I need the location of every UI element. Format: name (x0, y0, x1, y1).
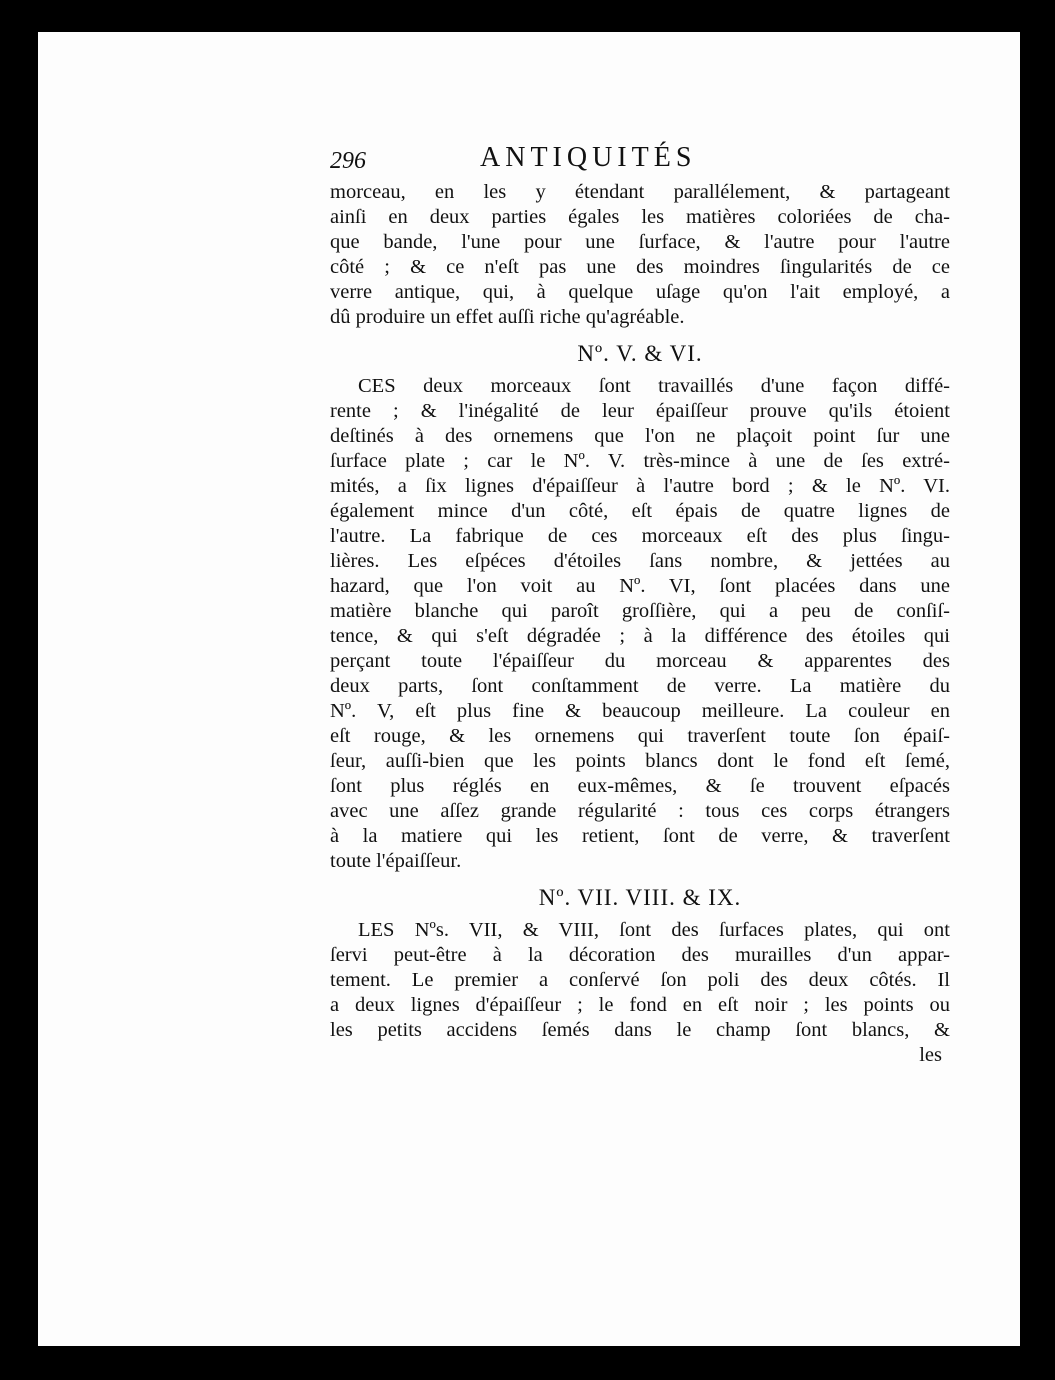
text-line: morceau, en les y étendant parallélement, & partageant (330, 181, 950, 203)
text-line: à la matiere qui les retient, ſont de verre, & traverſent (330, 825, 950, 847)
section-heading: Nº. V. & VI. (577, 341, 703, 366)
text-line: mités, a ſix lignes d'épaiſſeur à l'autre bord ; & le Nº. VI. (330, 475, 950, 497)
text-line: tement. Le premier a conſervé ſon poli des deux côtés. Il (330, 969, 950, 991)
text-line: matière blanche qui paroît groſſière, qui a peu de conſiſ- (330, 600, 950, 622)
running-head (330, 142, 950, 180)
paragraph-v-vi (330, 374, 950, 874)
text-line: ſont plus réglés en eux-mêmes, & ſe trouvent eſpacés (330, 775, 950, 797)
page-number: 296 (330, 148, 366, 174)
text-line: verre antique, qui, à quelque uſage qu'on l'ait employé, a (330, 281, 950, 303)
text-line: l'autre. La fabrique de ces morceaux eſt des plus ſingu- (330, 525, 950, 547)
text-line: également mince d'un côté, eſt épais de quatre lignes de (330, 500, 950, 522)
paragraph-continued (330, 180, 950, 330)
text-line: perçant toute l'épaiſſeur du morceau & apparentes des (330, 650, 950, 672)
text-line: ſurface plate ; car le Nº. V. très-mince à une de ſes extré- (330, 450, 950, 472)
text-line: deux parts, ſont conſtamment de verre. La matière du (330, 675, 950, 697)
text-line: côté ; & ce n'eſt pas une des moindres ſingularités de ce (330, 256, 950, 278)
paragraph-vii-ix (330, 918, 950, 1043)
section-heading: Nº. VII. VIII. & IX. (538, 885, 742, 910)
text-line: dû produire un effet auſſi riche qu'agréable. (330, 306, 685, 328)
catchword: les (919, 1044, 942, 1066)
text-line: rente ; & l'inégalité de leur épaiſſeur prouve qu'ils étoient (330, 400, 950, 422)
text-line: LES Nºs. VII, & VIII, ſont des ſurfaces plates, qui ont (358, 919, 950, 941)
text-line: Nº. V, eſt plus fine & beaucoup meilleure. La couleur en (330, 700, 950, 722)
text-line: CES deux morceaux ſont travaillés d'une façon diffé- (358, 375, 950, 397)
text-line: tence, & qui s'eſt dégradée ; à la différence des étoiles qui (330, 625, 950, 647)
text-line: hazard, que l'on voit au Nº. VI, ſont placées dans une (330, 575, 950, 597)
text-line: ſervi peut-être à la décoration des murailles d'un appar- (330, 944, 950, 966)
text-line: lières. Les eſpéces d'étoiles ſans nombre, & jettées au (330, 550, 950, 572)
text-line: eſt rouge, & les ornemens qui traverſent toute ſon épaiſ- (330, 725, 950, 747)
text-line: toute l'épaiſſeur. (330, 850, 462, 872)
text-line: ainſi en deux parties égales les matières coloriées de cha- (330, 206, 950, 228)
book-page (38, 32, 1020, 1346)
text-line: que bande, l'une pour une ſurface, & l'autre pour l'autre (330, 231, 950, 253)
text-line: ſeur, auſſi-bien que les points blancs dont le fond eſt ſemé, (330, 750, 950, 772)
text-line: deſtinés à des ornemens que l'on ne plaçoit point ſur une (330, 425, 950, 447)
page-content (330, 142, 950, 1068)
text-line: a deux lignes d'épaiſſeur ; le fond en eſt noir ; les points ou (330, 994, 950, 1016)
text-line: les petits accidens ſemés dans le champ ſont blancs, & (330, 1019, 950, 1041)
running-title: ANTIQUITÉS (480, 142, 697, 173)
text-line: avec une aſſez grande régularité : tous ces corps étrangers (330, 800, 950, 822)
